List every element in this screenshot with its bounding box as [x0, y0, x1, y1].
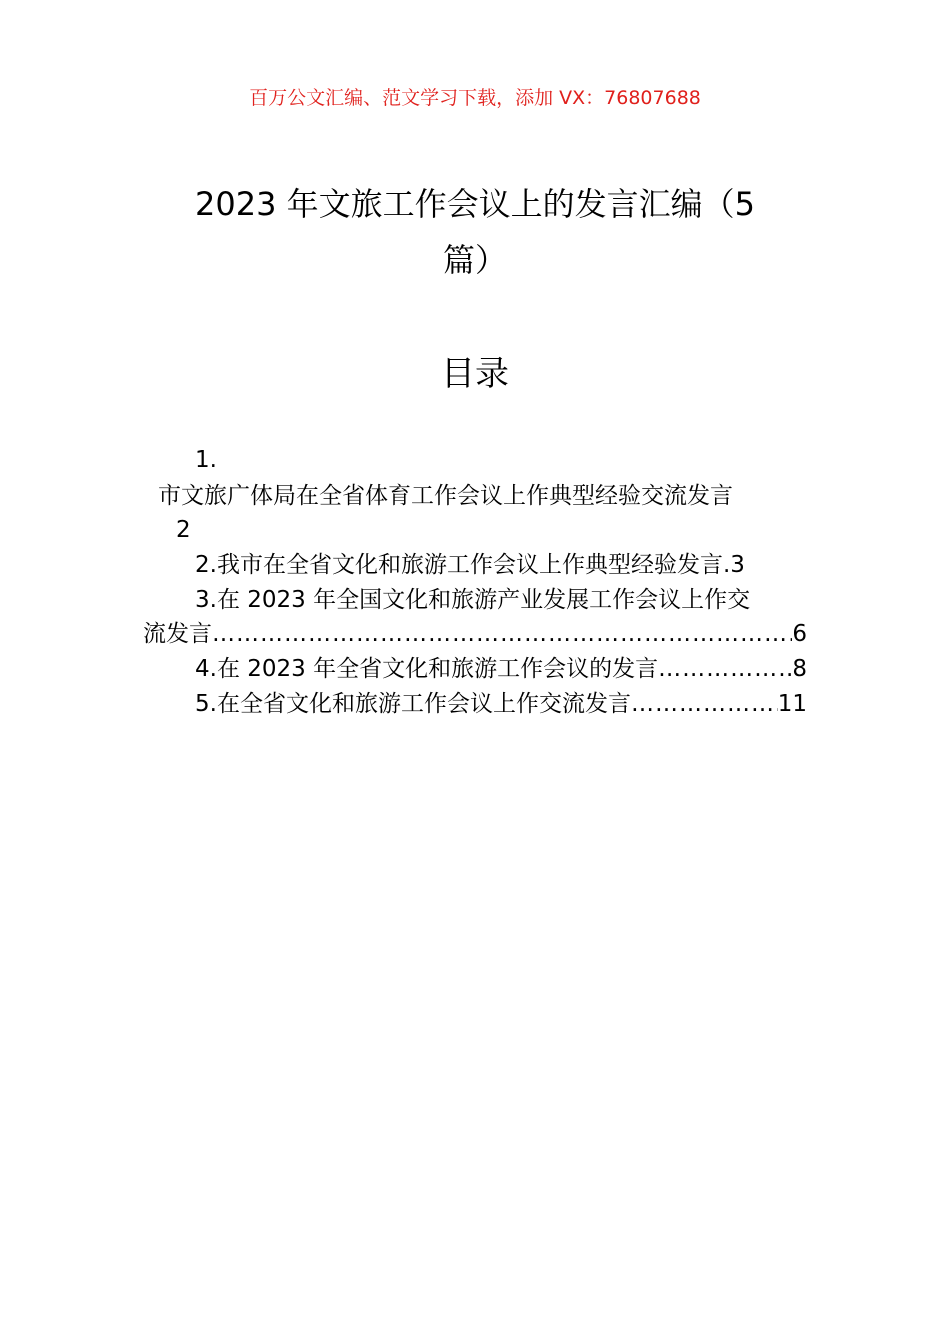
toc-entry-2-title: 2.我市在全省文化和旅游工作会议上作典型经验发言 [195, 552, 723, 578]
toc-entry-3-page: 6 [792, 621, 807, 647]
toc-entry-3[interactable] [143, 617, 807, 651]
document-title-line2: 篇） [442, 241, 507, 279]
toc-entry-5-title: 5.在全省文化和旅游工作会议上作交流发言 [195, 691, 631, 717]
toc-entry-5[interactable] [195, 687, 807, 721]
toc-entry-2-page: .3 [722, 552, 745, 578]
toc-entry-3-leader-dots [212, 617, 792, 651]
toc-entry-4-leader-dots [658, 652, 792, 686]
toc-heading: 目录 [441, 354, 509, 394]
toc-entry-1-number[interactable]: 1. [195, 447, 217, 473]
toc-entry-4-title: 4.在 2023 年全省文化和旅游工作会议的发言 [195, 656, 659, 682]
toc-entry-4-page: 8 [792, 656, 807, 682]
header-note: 百万公文汇编、范文学习下载，添加 VX：76807688 [249, 87, 701, 109]
toc-entry-5-leader-dots [631, 687, 778, 721]
toc-entry-2[interactable] [195, 548, 807, 582]
toc-entry-3-title-line2: 流发言 [143, 621, 212, 647]
document-title [170, 176, 780, 288]
document-title-line1: 2023 年文旅工作会议上的发言汇编（5 [195, 185, 755, 223]
toc-entry-1-title[interactable]: 市文旅广体局在全省体育工作会议上作典型经验交流发言 [158, 483, 733, 509]
toc-entry-5-page: 11 [777, 691, 807, 717]
toc-entry-4[interactable] [195, 652, 807, 686]
toc-entry-1-page[interactable]: 2 [176, 517, 191, 543]
toc-entry-3-title-line1[interactable]: 3.在 2023 年全国文化和旅游产业发展工作会议上作交 [195, 587, 751, 613]
